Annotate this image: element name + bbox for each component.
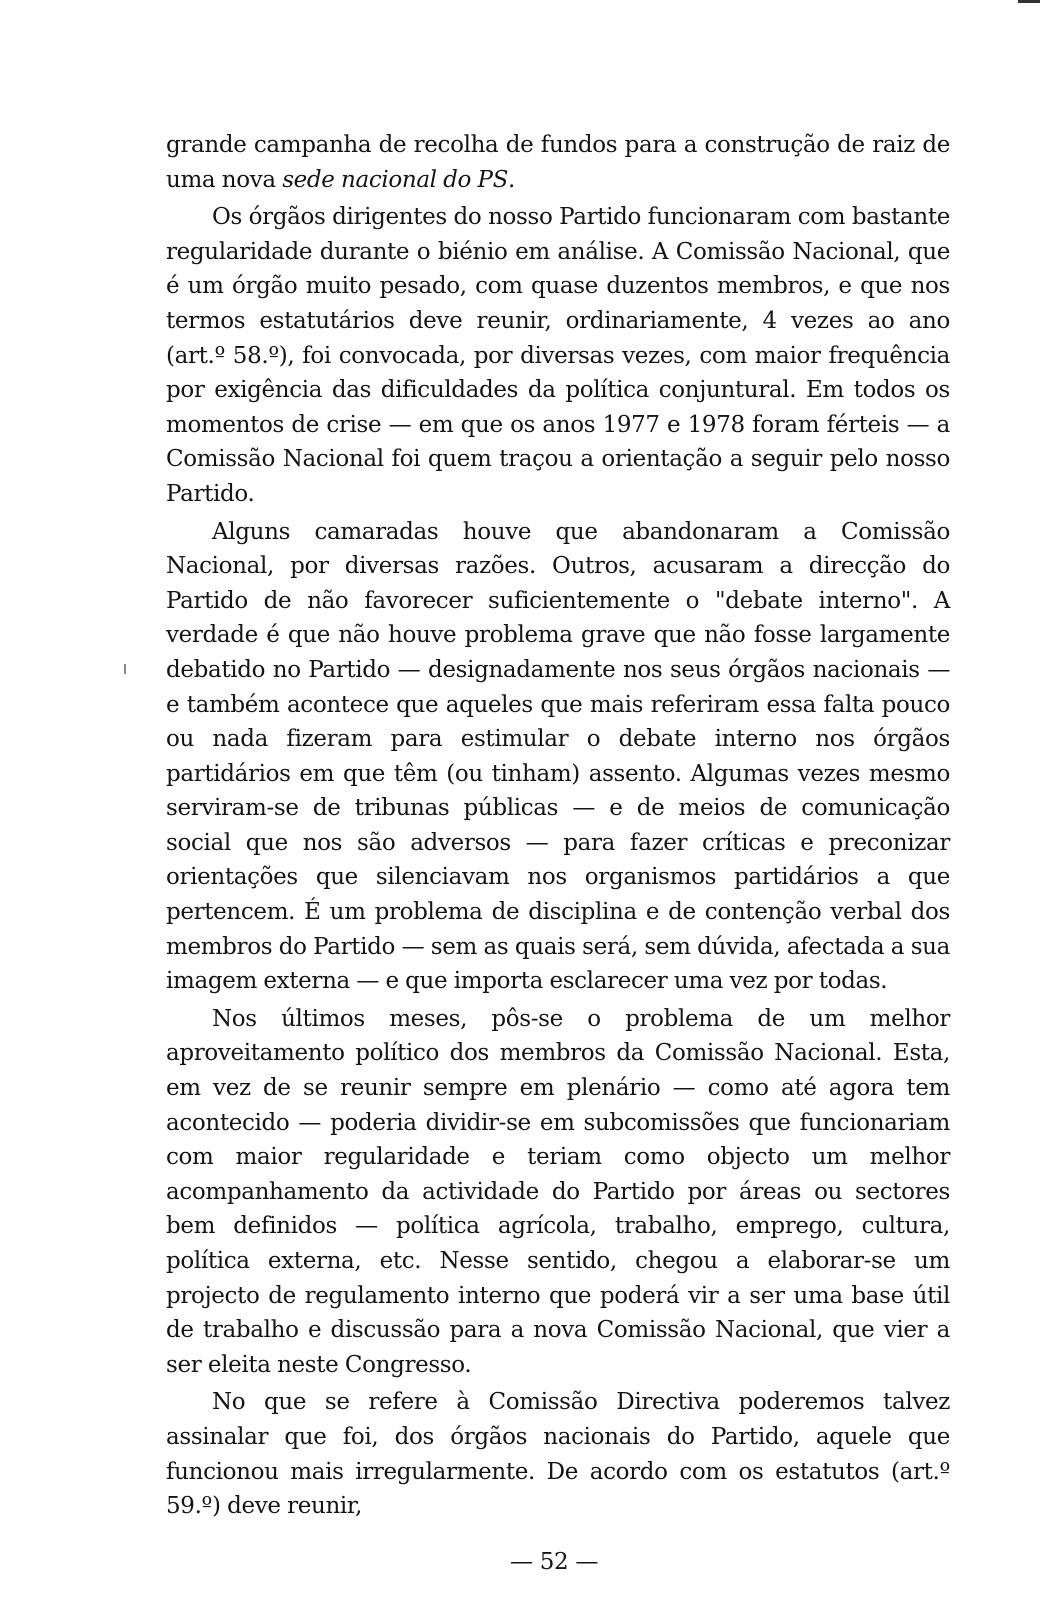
paragraph-comissao-directiva: No que se refere à Comissão Directiva poderemos talvez assinalar que foi, dos órgãos nacionais do Partido, aquele que funcionou mais irregularmente. De acordo com os estatutos (art.º 59.º) deve reunir, — [166, 1389, 950, 1520]
scan-edge-mark — [1018, 0, 1040, 3]
document-page — [166, 128, 950, 1524]
paragraph-ultimos-meses: Nos últimos meses, pôs-se o problema de um melhor aproveitamento político dos membros da Comissão Nacional. Esta, em vez de se reunir sempre em plenário — como até agora tem acontecido — poderia dividir-se em subcomissões que funcionariam com maior regularidade e teriam como objecto um melhor acompanhamento da actividade do Partido por áreas ou sectores bem definidos — política agrícola, trabalho, emprego, cultura, política externa, etc. Nesse sentido, chegou a elaborar-se um projecto de regulamento interno que poderá vir a ser uma base útil de trabalho e discussão para a nova Comissão Nacional, que vier a ser eleita neste Congresso. — [166, 1005, 950, 1378]
paragraph-orgaos-dirigentes: Os órgãos dirigentes do nosso Partido funcionaram com bastante regularidade durante o biénio em análise. A Comissão Nacional, que é um órgão muito pesado, com quase duzentos membros, e que nos termos estatutários deve reunir, ordinariamente, 4 vezes ao ano (art.º 58.º), foi convocada, por diversas vezes, com maior frequência por exigência das dificuldades da política conjuntural. Em todos os momentos de crise — em que os anos 1977 e 1978 foram férteis — a Comissão Nacional foi quem traçou a orientação a seguir pelo nosso Partido. — [166, 204, 950, 507]
emphasis-sede-nacional: sede nacional do PS — [282, 166, 509, 193]
paragraph-text: grande campanha de recolha de fundos para a construção de raiz de uma nova — [166, 132, 950, 193]
paragraph-tail: . — [508, 166, 515, 193]
scan-speck — [124, 664, 126, 674]
paragraph-alguns-camaradas: Alguns camaradas houve que abandonaram a Comissão Nacional, por diversas razões. Outros, acusaram a direcção do Partido de não favorecer suficientemente o "debate interno". A verdade é que não houve problema grave que não fosse largamente debatido no Partido — designadamente nos seus órgãos nacionais — e também acontece que aqueles que mais referiram essa falta pouco ou nada fizeram para estimular o debate interno nos órgãos partidários em que têm (ou tinham) assento. Algumas vezes mesmo serviram-se de tribunas públicas — e de meios de comunicação social que nos são adversos — para fazer críticas e preconizar orientações que silenciavam nos organismos partidários a que pertencem. É um problema de disciplina e de contenção verbal dos membros do Partido — sem as quais será, sem dúvida, afectada a sua imagem externa — e que importa esclarecer uma vez por todas. — [166, 518, 950, 995]
paragraph-continuation — [166, 128, 950, 197]
page-number: — 52 — — [510, 1549, 599, 1575]
